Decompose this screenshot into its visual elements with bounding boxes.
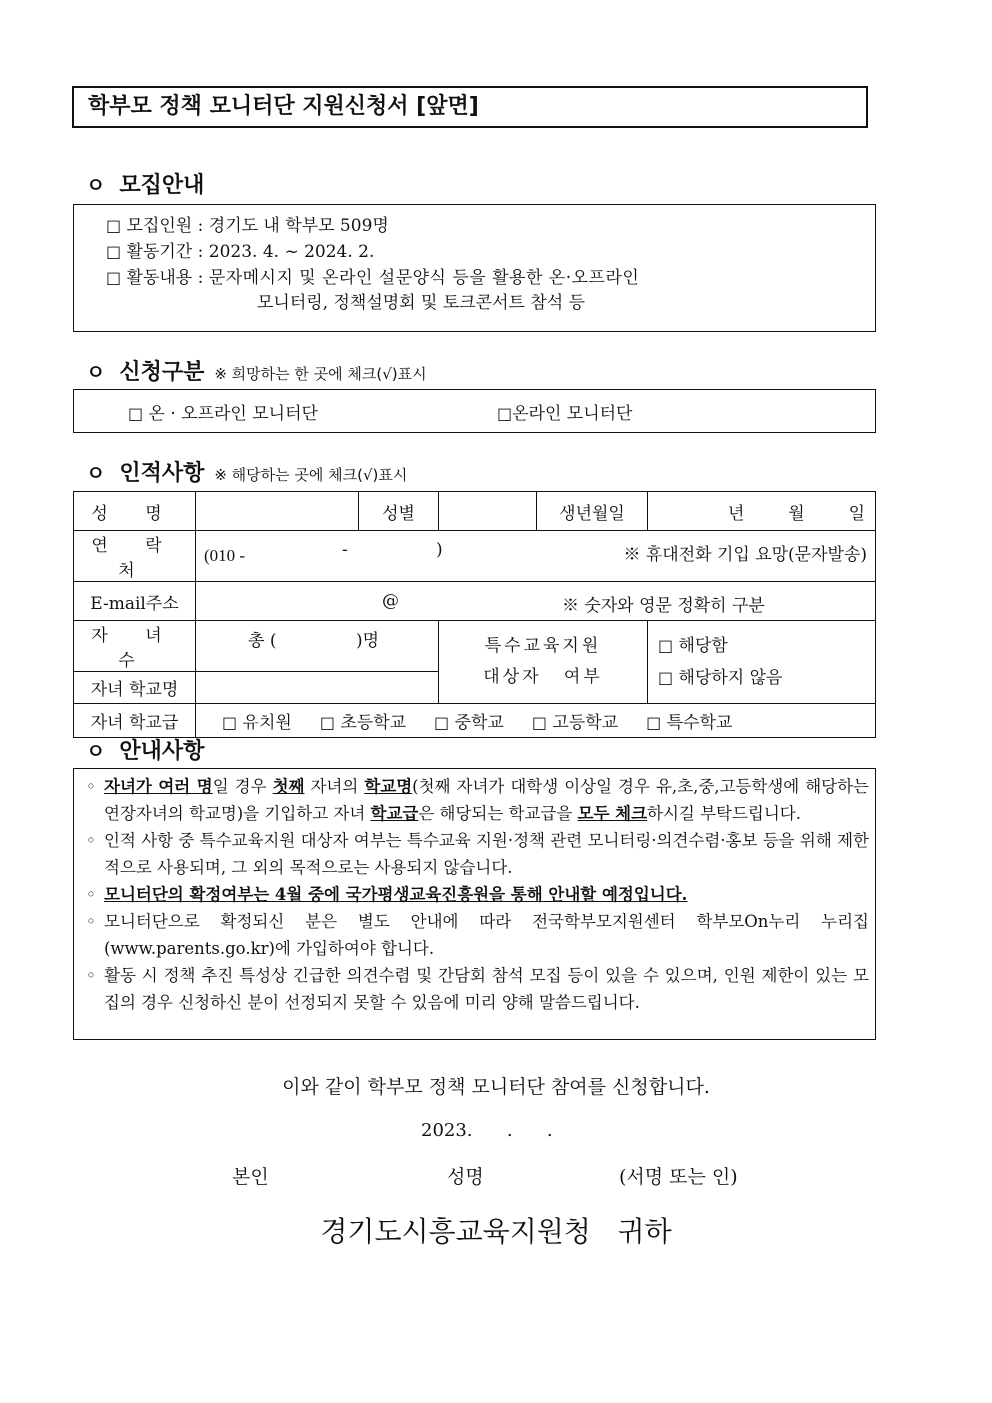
recruit-heading (86, 168, 204, 199)
school-level-kindergarten[interactable]: □ 유치원 (222, 713, 292, 733)
name-label: 성 명 (74, 492, 196, 531)
square-bullet-icon: □ (106, 216, 122, 235)
school-level-middle[interactable]: □ 중학교 (434, 713, 504, 733)
recruit-item-activity-cont: 모니터링, 정책설명회 및 토크콘서트 참석 등 (257, 293, 586, 313)
school-level-special[interactable]: □ 특수학교 (646, 713, 733, 733)
notice-item-3: ◦ 모니터단의 확정여부는 4월 중에 국가평생교육진흥원을 통해 안내할 예정입니다. (78, 881, 869, 908)
children-field[interactable]: 총 ( )명 (196, 621, 439, 672)
gender-field[interactable] (439, 492, 537, 531)
contact-note: ※ 휴대전화 기입 요망(문자발송) (623, 545, 867, 565)
checkbox-icon[interactable]: □ (319, 713, 335, 732)
recruit-item-activity: □ 활동내용 : 문자메시지 및 온라인 설문양식 등을 활용한 온·오프라인 (106, 268, 640, 288)
recruit-heading-text: 모집안내 (119, 173, 205, 198)
signer-name-label: 성명 (447, 1166, 484, 1188)
small-circle-bullet-icon: ◦ (86, 966, 96, 985)
signature-label: (서명 또는 인) (619, 1166, 738, 1188)
circle-bullet-icon: ㅇ (86, 461, 106, 485)
email-note: ※ 숫자와 영문 정확히 구분 (562, 596, 765, 616)
form-title: 학부모 정책 모니터단 지원신청서 [앞면] (72, 86, 868, 128)
recruit-item-count: □ 모집인원 : 경기도 내 학부모 509명 (106, 216, 389, 236)
checkbox-icon[interactable]: □ (646, 713, 662, 732)
small-circle-bullet-icon: ◦ (86, 831, 96, 850)
birth-label: 생년월일 (537, 492, 648, 531)
personal-heading: ㅇ 인적사항 ※ 해당하는 곳에 체크(√)표시 (86, 456, 407, 487)
circle-bullet-icon: ㅇ (86, 360, 106, 384)
closing-statement: 이와 같이 학부모 정책 모니터단 참여를 신청합니다. (282, 1076, 710, 1098)
circle-bullet-icon: ㅇ (86, 173, 106, 197)
personal-info-table (73, 491, 876, 738)
square-bullet-icon: □ (106, 242, 122, 261)
self-label: 본인 (232, 1166, 269, 1188)
checkbox-icon[interactable]: □ (658, 668, 674, 687)
addressee: 경기도시흥교육지원청 귀하 (320, 1215, 672, 1248)
recruit-box (73, 204, 876, 332)
apply-note: ※ 희망하는 한 곳에 체크(√)표시 (214, 365, 427, 383)
school-level-high[interactable]: □ 고등학교 (531, 713, 619, 733)
school-level-elementary[interactable]: □ 초등학교 (319, 713, 407, 733)
checkbox-icon[interactable]: □ (434, 713, 450, 732)
notice-box (73, 768, 876, 1040)
special-no-option[interactable]: □ 해당하지 않음 (658, 668, 783, 688)
checkbox-icon[interactable]: □ (128, 404, 144, 423)
notice-item-4: ◦ 모니터단으로 확정되신 분은 별도 안내에 따라 전국학부모지원센터 학부모On누리 누리집(www.parents.go.kr)에 가입하여야 합니다. (78, 908, 869, 962)
contact-field[interactable]: (010 - - ) ※ 휴대전화 기입 요망(문자발송) (196, 531, 876, 582)
square-bullet-icon: □ (106, 268, 122, 287)
school-name-field[interactable] (196, 672, 439, 704)
checkbox-icon[interactable]: □ (222, 713, 238, 732)
notice-item-1: ◦ 자녀가 여러 명일 경우 첫째 자녀의 학교명(첫째 자녀가 대학생 이상일 경우 유,초,중,고등학생에 해당하는 연장자녀의 학교명)을 기입하고 자녀 학교급은 해당되는 학교급을 모두 체크하시길 부탁드립니다. (78, 773, 869, 827)
circle-bullet-icon: ㅇ (86, 739, 106, 763)
apply-box (73, 389, 876, 433)
notice-heading: ㅇ 안내사항 (86, 734, 204, 765)
closing-date: 2023. . . (421, 1120, 553, 1141)
special-edu-label: 특수교육지원 대상자 여부 (439, 621, 648, 704)
checkbox-icon[interactable]: □ (531, 713, 547, 732)
recruit-item-period: □ 활동기간 : 2023. 4. ~ 2024. 2. (106, 242, 375, 262)
apply-heading: ㅇ 신청구분 ※ 희망하는 한 곳에 체크(√)표시 (86, 355, 427, 386)
small-circle-bullet-icon: ◦ (86, 777, 96, 796)
small-circle-bullet-icon: ◦ (86, 912, 96, 931)
contact-label: 연 락 처 (74, 531, 196, 582)
birth-field[interactable]: 년 월 일 (648, 492, 876, 531)
notice-item-2: ◦ 인적 사항 중 특수교육지원 대상자 여부는 특수교육 지원·정책 관련 모니터링·의견수렴·홍보 등을 위해 제한적으로 사용되며, 그 외의 목적으로는 사용되지 않습니다. (78, 827, 869, 881)
name-field[interactable] (196, 492, 359, 531)
checkbox-icon[interactable]: □ (497, 404, 513, 423)
apply-option-online[interactable]: □온라인 모니터단 (497, 404, 633, 424)
apply-option-online-offline[interactable]: □ 온 · 오프라인 모니터단 (128, 404, 318, 424)
checkbox-icon[interactable]: □ (658, 636, 674, 655)
special-yes-option[interactable]: □ 해당함 (658, 636, 728, 656)
email-label: E-mail주소 (74, 582, 196, 621)
small-circle-bullet-icon: ◦ (86, 885, 96, 904)
personal-note: ※ 해당하는 곳에 체크(√)표시 (214, 466, 408, 484)
notice-item-5: ◦ 활동 시 정책 추진 특성상 긴급한 의견수렴 및 간담회 참석 모집 등이 있을 수 있으며, 인원 제한이 있는 모집의 경우 신청하신 분이 선정되지 못할 수 있음에 미리 양해 말씀드립니다. (78, 962, 869, 1016)
special-edu-options (648, 621, 876, 704)
children-label: 자 녀 수 (74, 621, 196, 672)
school-level-options (196, 704, 876, 738)
school-level-label: 자녀 학교급 (74, 704, 196, 738)
school-name-label: 자녀 학교명 (74, 672, 196, 704)
email-field[interactable]: @ ※ 숫자와 영문 정확히 구분 (196, 582, 876, 621)
gender-label: 성별 (359, 492, 439, 531)
